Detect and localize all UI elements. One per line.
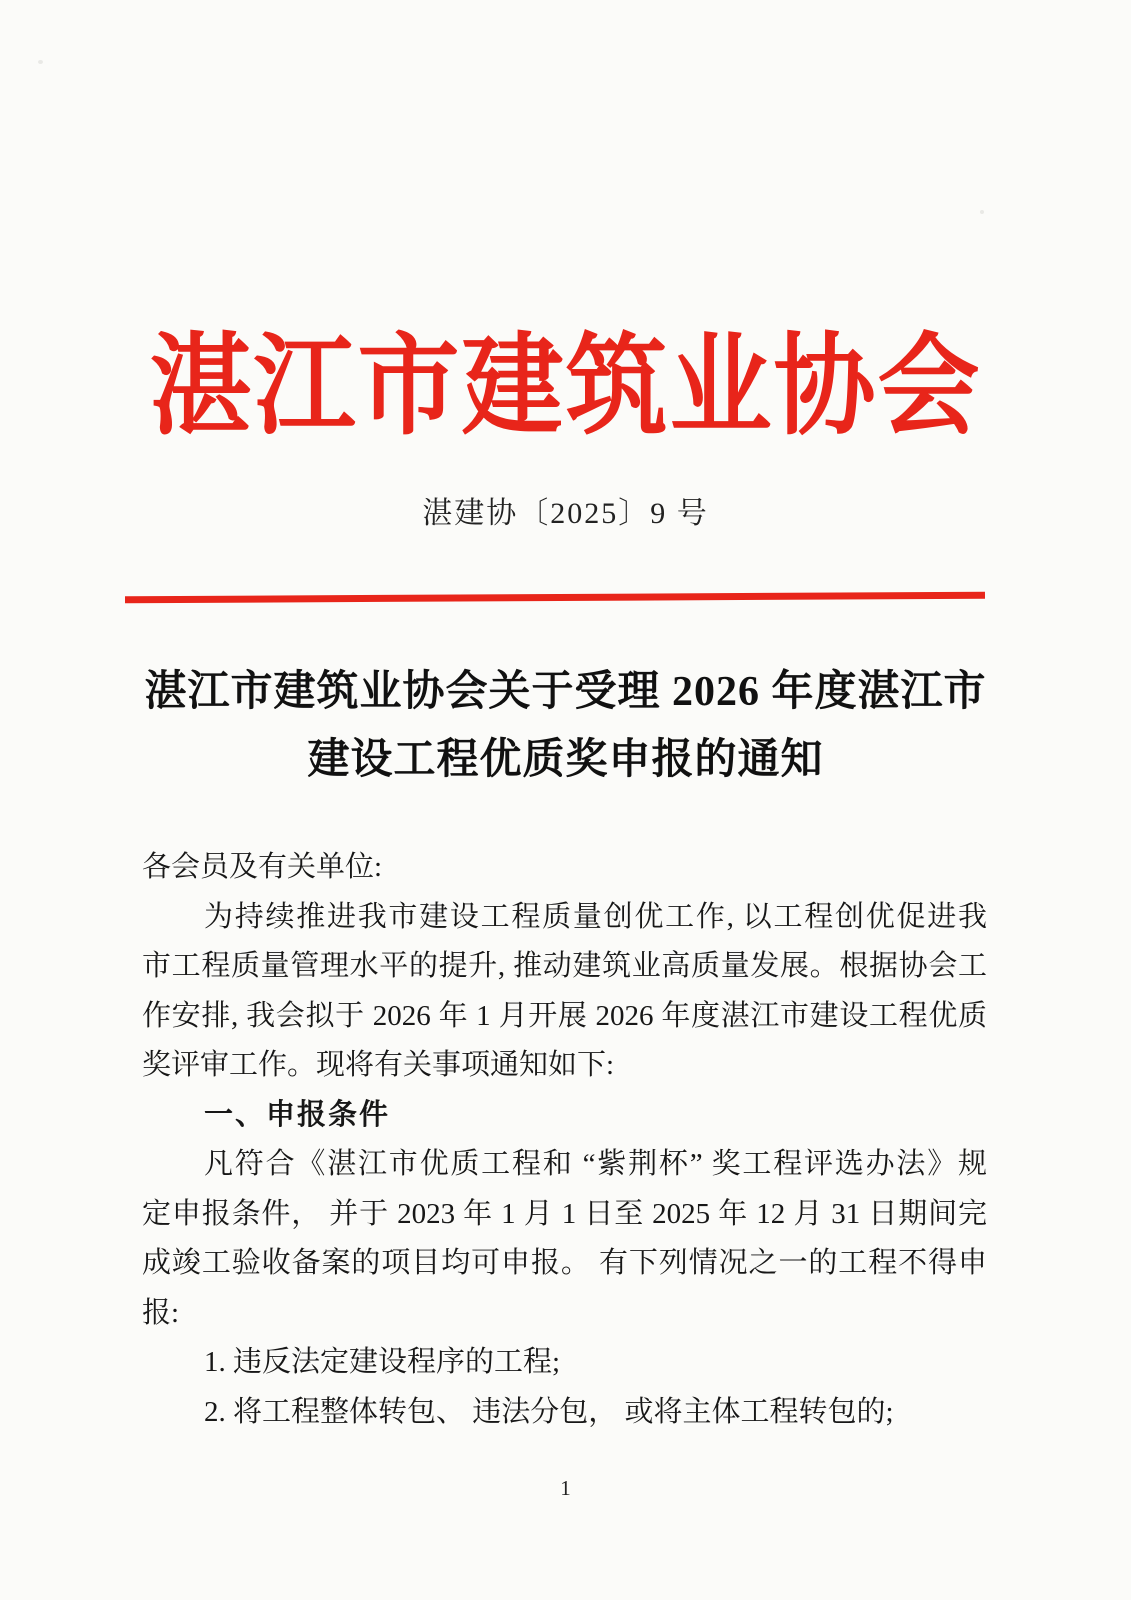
body-line: 市工程质量管理水平的提升, 推动建筑业高质量发展。根据协会工	[142, 950, 987, 982]
document-title	[0, 658, 1131, 794]
scan-speck	[38, 60, 43, 64]
body-line: 成竣工验收备案的项目均可申报。 有下列情况之一的工程不得申	[142, 1247, 987, 1279]
title-line-2: 建设工程优质奖申报的通知	[307, 737, 824, 783]
list-item-line: 2. 将工程整体转包、 违法分包， 或将主体工程转包的;	[204, 1395, 894, 1428]
section-heading-line: 一、申报条件	[204, 1098, 391, 1131]
body-line: 凡符合《湛江市优质工程和 “紫荆杯” 奖工程评选办法》规	[204, 1148, 987, 1180]
body-line: 为持续推进我市建设工程质量创优工作, 以工程创优促进我	[204, 900, 987, 933]
scan-speck	[980, 210, 984, 214]
list-item-line: 1. 违反法定建设程序的工程;	[204, 1346, 561, 1378]
body-line: 作安排, 我会拟于 2026 年 1 月开展 2026 年度湛江市建设工程优质	[142, 999, 987, 1032]
body-line: 奖评审工作。现将有关事项通知如下:	[142, 1049, 615, 1081]
page-number: 1	[560, 1476, 571, 1500]
red-divider-line	[125, 592, 985, 604]
title-line-1: 湛江市建筑业协会关于受理 2026 年度湛江市	[144, 669, 987, 715]
body-line: 报:	[142, 1296, 180, 1329]
body-line: 定申报条件， 并于 2023 年 1 月 1 日至 2025 年 12 月 31 日期间完	[142, 1197, 987, 1230]
document-body	[142, 843, 987, 1437]
doc-number: 湛建协〔2025〕9 号	[422, 497, 709, 530]
org-name-header: 湛江市建筑业协会	[149, 326, 982, 449]
salutation-line: 各会员及有关单位:	[142, 851, 383, 883]
